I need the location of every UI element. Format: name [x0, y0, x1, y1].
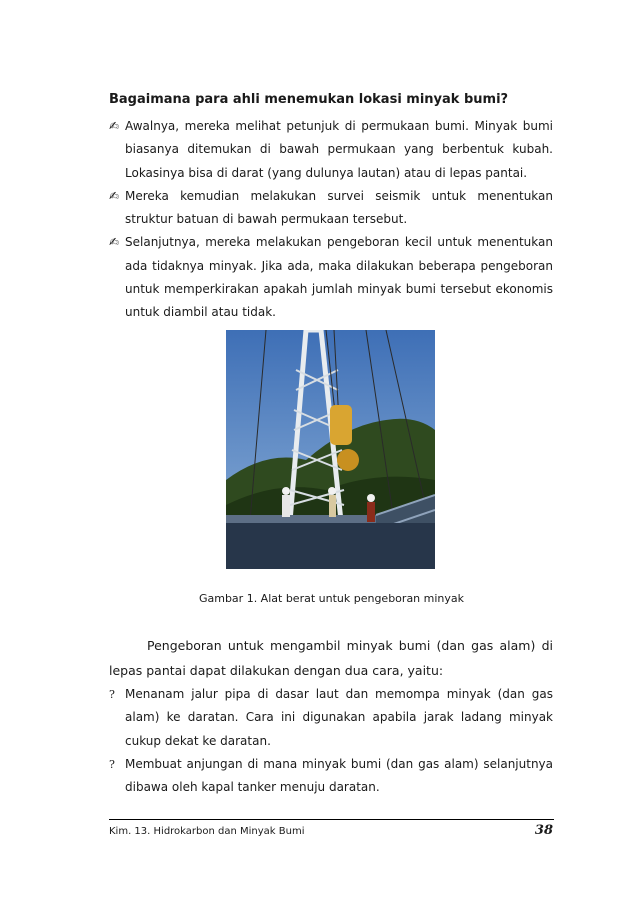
figure-caption: Gambar 1. Alat berat untuk pengeboran minyak	[198, 592, 465, 605]
footer-rule	[109, 819, 554, 820]
pen-icon: ✍	[109, 235, 120, 250]
page-number: 38	[534, 823, 553, 838]
list-marker: ?	[109, 757, 115, 771]
list-item	[109, 683, 553, 753]
section-heading: Bagaimana para ahli menemukan lokasi minyak bumi?	[109, 92, 509, 107]
paragraph-indent	[109, 638, 147, 653]
pen-icon: ✍	[109, 119, 120, 133]
list-item	[109, 231, 553, 324]
list-marker: ?	[109, 688, 115, 701]
list-item-text: Membuat anjungan di mana minyak bumi (dan gas alam) selanjutnya dibawa oleh kapal tanker menuju daratan.	[125, 756, 553, 795]
list-item-text: Menanam jalur pipa di dasar laut dan memompa minyak (dan gas alam) ke daratan. Cara ini digunakan apabila jarak ladang minyak cukup dekat ke daratan.	[125, 687, 553, 748]
drilling-methods-list	[109, 683, 553, 799]
body-paragraph	[109, 633, 553, 683]
paragraph-text: Pengeboran untuk mengambil minyak bumi (dan gas alam) di lepas pantai dapat dilakukan dengan dua cara, yaitu:	[109, 638, 553, 678]
discovery-steps-list	[109, 115, 553, 325]
list-item	[109, 753, 553, 800]
list-item-text: Awalnya, mereka melihat petunjuk di permukaan bumi. Minyak bumi biasanya ditemukan di bawah permukaan yang berbentuk kubah. Lokasinya bisa di darat (yang dulunya lautan) atau di lepas pantai.	[125, 119, 553, 180]
footer-title: Kim. 13. Hidrokarbon dan Minyak Bumi	[109, 826, 305, 837]
drilling-rig-photo	[226, 330, 435, 569]
list-item-text: Selanjutnya, mereka melakukan pengeboran kecil untuk menentukan ada tidaknya minyak. Jika ada, maka dilakukan beberapa pengeboran untuk memperkirakan apakah jumlah minyak bumi tersebut ekonomis untuk diambil atau tidak.	[125, 235, 553, 320]
list-item	[109, 115, 553, 185]
list-item-text: Mereka kemudian melakukan survei seismik untuk menentukan struktur batuan di bawah permukaan tersebut.	[125, 188, 553, 227]
list-item	[109, 185, 553, 232]
pen-icon: ✍	[109, 188, 120, 203]
